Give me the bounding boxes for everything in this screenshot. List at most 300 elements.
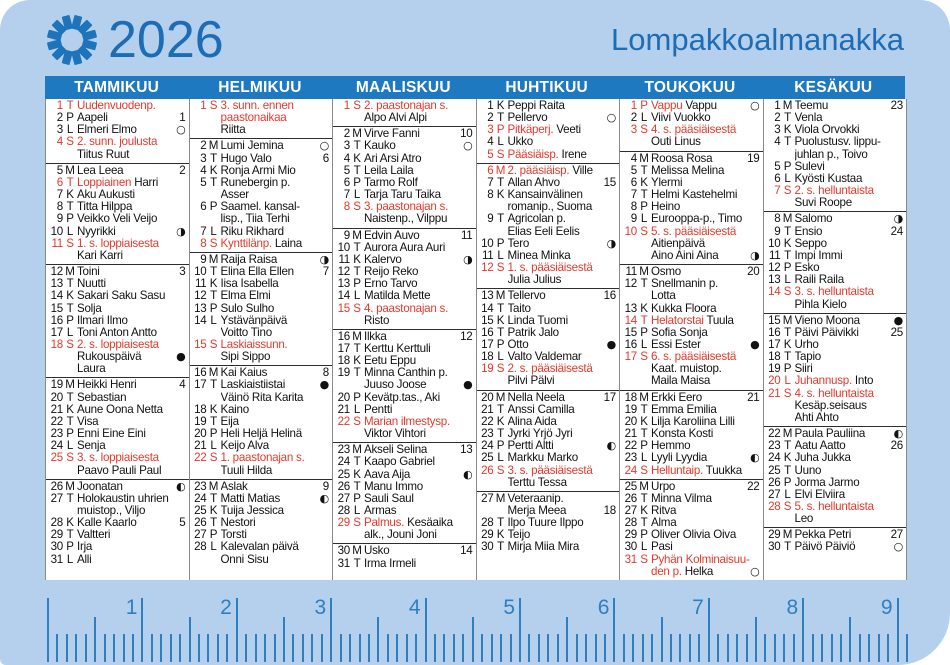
name-day-names: Kerttu Kerttuli	[364, 342, 431, 355]
weekday-letter: S	[66, 451, 74, 465]
day-number: 14	[481, 301, 494, 315]
ruler-tick	[434, 634, 436, 662]
day-number: 2	[630, 111, 637, 125]
day-row	[333, 379, 476, 391]
day-names	[651, 363, 763, 375]
ruler-tick	[255, 634, 257, 662]
day-number: 24	[50, 439, 63, 453]
weekday-letter: T	[640, 402, 648, 416]
day-row	[46, 213, 189, 225]
name-day-names: Julia Julius	[507, 274, 562, 287]
holiday-name: 4. s. helluntaista	[794, 387, 874, 400]
ruler-tick	[566, 617, 568, 662]
name-day-names: Ystävänpäivä	[220, 314, 288, 327]
name-day-names: Uuno	[794, 464, 822, 477]
name-day-names: Pasi	[651, 541, 673, 554]
name-day-names: Ylermi	[651, 176, 683, 189]
day-number: 3	[487, 123, 494, 137]
name-day-names: Holokaustin uhrien	[77, 492, 169, 505]
ruler-tick	[349, 634, 351, 662]
weekday-letter: T	[497, 427, 504, 441]
day-number: 22	[768, 427, 781, 441]
name-day-names: Taito	[507, 302, 531, 315]
day-number: 15	[481, 313, 494, 327]
day-number: 3	[343, 139, 350, 153]
day-row	[190, 226, 333, 238]
weekday-letter: T	[210, 516, 217, 530]
day-names	[795, 388, 907, 400]
name-day-names: Kesäp.seisaus	[794, 399, 867, 412]
day-number: 30	[337, 544, 350, 558]
ruler-label: 5	[503, 596, 515, 619]
day-names	[77, 363, 189, 375]
week-number: 13	[460, 443, 473, 457]
name-day-names: Heli Heljä Helinä	[220, 428, 302, 441]
day-row	[46, 290, 189, 302]
name-day-names: Viktor Vihtori	[364, 428, 426, 441]
week-block	[764, 527, 907, 555]
name-day-names: Terttu Tessa	[507, 476, 567, 489]
day-number: 15	[194, 337, 207, 351]
day-names	[221, 379, 320, 391]
day-row	[190, 465, 333, 477]
day-number: 21	[50, 402, 63, 416]
day-names	[651, 165, 763, 177]
day-names	[651, 290, 763, 302]
name-day-names: Anssi Camilla	[507, 403, 575, 416]
day-names	[77, 493, 189, 505]
name-day-names: Alina Aida	[507, 415, 557, 428]
weekday-letter: T	[353, 479, 361, 493]
moon-phase-new-icon: ●	[319, 378, 329, 392]
day-names	[77, 136, 189, 148]
week-number: 23	[890, 99, 903, 112]
weekday-letter: M	[639, 265, 649, 279]
ruler-tick	[547, 634, 549, 662]
ruler-tick	[330, 598, 332, 662]
name-day-names: Virve Fanni	[364, 128, 420, 141]
day-names	[364, 165, 476, 177]
weekday-letter: T	[66, 414, 74, 428]
day-number: 4	[774, 135, 781, 149]
weekday-letter: L	[640, 451, 648, 465]
holiday-name: paastonaikaa	[220, 112, 287, 125]
name-day-names: Hemmo	[651, 440, 691, 453]
holiday-name: 2. s. pääsiäisestä	[507, 363, 593, 376]
day-number: 2	[774, 111, 781, 125]
name-day-names: Kaino	[220, 403, 249, 416]
week-block	[190, 252, 333, 365]
ruler-tick	[670, 634, 672, 662]
weekday-letter: S	[209, 337, 218, 351]
day-row	[477, 262, 620, 274]
day-number: 28	[50, 516, 63, 530]
ruler-tick	[123, 634, 125, 662]
day-number: 21	[481, 402, 494, 416]
week-block	[333, 126, 476, 227]
name-day-names: Riku Rikhard	[220, 225, 284, 238]
day-names	[651, 278, 763, 290]
weekday-letter: P	[353, 491, 361, 505]
week-block	[477, 390, 620, 491]
day-number: 1	[56, 99, 63, 112]
day-names	[364, 278, 476, 290]
weekday-letter: P	[640, 200, 648, 214]
day-number: 28	[624, 516, 637, 530]
day-names	[508, 505, 604, 517]
name-day-names: Essi Ester	[651, 338, 701, 351]
sunburst-logo-icon	[46, 14, 98, 66]
weekday-letter: T	[640, 313, 648, 327]
day-names	[508, 165, 620, 177]
day-number: 17	[337, 341, 350, 355]
ruler-tick	[500, 634, 502, 662]
day-number: 23	[50, 427, 63, 441]
ruler-tick	[623, 634, 625, 662]
ruler-tick	[236, 598, 238, 662]
name-day-names: Viivi Vuokko	[651, 112, 711, 125]
day-names	[77, 100, 189, 112]
weekday-letter: T	[497, 540, 504, 554]
name-day-names: Matilda Mette	[364, 290, 431, 303]
weekday-letter: S	[209, 451, 218, 465]
day-number: 18	[481, 350, 494, 364]
weekday-letter: S	[783, 285, 792, 299]
day-names	[795, 149, 907, 161]
week-block	[46, 163, 189, 264]
day-row	[764, 136, 907, 148]
name-day-names: Ilmari Ilmo	[77, 314, 128, 327]
name-day-names: Tiitus Ruut	[77, 148, 130, 161]
day-number: 16	[481, 325, 494, 339]
weekday-letter: M	[65, 163, 75, 177]
day-row	[764, 452, 907, 464]
ruler-tick	[868, 634, 870, 662]
name-day-names: Onni Sisu	[220, 553, 269, 566]
weekday-letter: S	[353, 516, 361, 530]
week-block	[46, 99, 189, 163]
weekday-letter: T	[784, 540, 791, 554]
weekday-letter: S	[209, 99, 218, 112]
name-day-names: Seppo	[794, 237, 827, 250]
holiday-name: 5. s. pääsiäisestä	[651, 225, 737, 238]
day-number: 7	[487, 175, 494, 189]
holiday-name: 3. s. pääsiäisestä	[507, 464, 593, 477]
day-number: 13	[481, 289, 494, 303]
weekday-letter: P	[209, 528, 218, 542]
day-number: 28	[768, 500, 781, 513]
day-names	[221, 213, 333, 225]
day-names	[508, 529, 620, 541]
weekday-letter: K	[66, 402, 74, 416]
name-day-names: Into	[854, 375, 874, 388]
day-names	[651, 465, 763, 477]
ruler-tick	[595, 634, 597, 662]
day-names	[364, 242, 476, 254]
name-day-names: Helka	[684, 565, 714, 578]
day-names	[795, 501, 907, 513]
day-names	[77, 250, 189, 262]
day-row	[620, 375, 763, 387]
name-day-names: Veikko Veli Veijo	[77, 213, 158, 226]
day-names	[795, 440, 891, 452]
weekday-letter: K	[783, 236, 792, 250]
day-number: 27	[624, 504, 637, 517]
weekday-letter: P	[640, 99, 648, 112]
weekday-letter: L	[353, 188, 361, 202]
day-number: 23	[194, 479, 207, 493]
weekday-letter: L	[210, 540, 217, 554]
day-names	[651, 428, 763, 440]
day-number: 1	[200, 99, 207, 112]
day-row	[477, 541, 620, 553]
day-number: 12	[337, 265, 350, 279]
name-day-names: Tarja Taru Taika	[364, 189, 441, 202]
day-names	[77, 440, 189, 452]
ruler-tick	[783, 634, 785, 662]
day-number: 5	[487, 147, 494, 161]
day-row	[46, 339, 189, 351]
day-names	[651, 554, 763, 566]
day-names	[77, 351, 176, 363]
day-row	[620, 290, 763, 302]
day-number: 25	[194, 504, 207, 517]
day-number: 19	[194, 414, 207, 428]
day-row	[333, 428, 476, 440]
weekday-letter: K	[353, 467, 361, 481]
day-names	[795, 412, 907, 424]
moon-phase-full-icon: ○	[750, 99, 760, 112]
day-names	[77, 238, 189, 250]
name-day-names: lisp., Tiia Terhi	[220, 213, 290, 226]
weekday-letter: M	[352, 127, 362, 141]
day-number: 5	[343, 163, 350, 177]
day-number: 1	[630, 99, 637, 112]
name-day-names: Tellervo	[507, 290, 546, 303]
day-row	[477, 315, 620, 327]
week-block	[333, 543, 476, 571]
name-day-names: Kesäaika	[407, 517, 453, 530]
day-names	[795, 250, 907, 262]
day-names	[651, 493, 763, 505]
ruler-tick	[906, 634, 908, 662]
day-names	[364, 177, 476, 189]
day-number: 7	[630, 188, 637, 202]
day-number: 15	[337, 301, 350, 315]
day-row	[333, 545, 476, 557]
day-names	[508, 112, 607, 124]
name-day-names: Peppi Raita	[507, 100, 565, 112]
day-number: 11	[768, 248, 781, 262]
day-number: 22	[194, 451, 207, 465]
moon-phase-last-icon: ◑	[606, 236, 616, 250]
name-day-names: Kalervo	[364, 253, 402, 266]
weekday-letter: M	[352, 544, 362, 558]
holiday-name: 2. sunn. joulusta	[77, 136, 158, 149]
name-day-names: Solja	[77, 302, 102, 315]
name-day-names: Senja	[77, 440, 106, 453]
weekday-letter: P	[783, 159, 792, 173]
name-day-names: Markku Marko	[507, 452, 578, 465]
holiday-name: Laskiaissunn.	[220, 338, 288, 351]
weekday-letter: S	[640, 224, 648, 238]
day-number: 3	[56, 123, 63, 137]
day-names	[651, 100, 750, 112]
day-number: 14	[50, 289, 63, 303]
day-names	[364, 469, 463, 481]
day-row	[46, 250, 189, 262]
day-number: 30	[768, 540, 781, 554]
weekday-letter: T	[497, 402, 504, 416]
ruler-label: 9	[880, 596, 893, 619]
day-number: 10	[50, 224, 63, 238]
name-day-names: Kaat. muistop.	[651, 363, 722, 376]
day-names	[364, 416, 476, 428]
weekday-letter: K	[783, 451, 792, 465]
day-row	[333, 290, 476, 302]
day-names	[651, 238, 763, 250]
holiday-name: 2. paastonajan s.	[364, 100, 449, 112]
holiday-name: Pyhän Kolminaisuu-	[651, 553, 750, 566]
day-names	[795, 226, 891, 238]
week-block	[190, 479, 333, 568]
day-number: 13	[768, 273, 781, 287]
name-day-names: Tapio	[794, 351, 821, 364]
day-number: 1	[343, 99, 350, 112]
ruler-tick	[453, 634, 455, 662]
day-number: 18	[337, 354, 350, 368]
ruler-tick	[613, 598, 615, 662]
moon-phase-new-icon: ●	[463, 378, 473, 392]
day-names	[508, 541, 620, 553]
day-names	[364, 404, 476, 416]
name-day-names: Lumi Jemina	[220, 140, 284, 153]
day-number: 17	[768, 337, 781, 351]
day-names	[221, 177, 333, 189]
holiday-name: 3. sunn. ennen	[220, 100, 294, 112]
weekday-letter: K	[209, 277, 218, 291]
day-number: 6	[343, 175, 350, 189]
moon-phase-last-icon: ◑	[893, 212, 903, 226]
weekday-letter: K	[783, 337, 792, 351]
day-number: 8	[630, 200, 637, 214]
weekday-letter: T	[784, 350, 791, 364]
name-day-names: Päivi Päivikki	[794, 326, 859, 339]
name-day-names: Raili Raila	[794, 274, 844, 287]
day-names	[77, 541, 189, 553]
ruler-tick	[311, 634, 313, 662]
day-row	[46, 149, 189, 161]
day-number: 17	[624, 350, 637, 364]
ruler-tick	[189, 617, 191, 662]
name-day-names: Alpo Alvi Alpi	[364, 112, 427, 125]
ruler-tick	[56, 634, 58, 662]
name-day-names: Elvi Elviira	[794, 488, 845, 501]
name-day-names: Nuutti	[77, 278, 106, 291]
day-names	[221, 554, 333, 566]
name-day-names: Naistenp., Vilppu	[364, 213, 448, 226]
day-names	[795, 339, 907, 351]
day-row	[620, 452, 763, 464]
day-names	[77, 416, 189, 428]
day-number: 19	[481, 362, 494, 376]
week-block	[764, 426, 907, 527]
day-number: 4	[630, 151, 637, 165]
day-number: 11	[194, 277, 207, 291]
day-names	[221, 367, 323, 379]
name-day-names: Matti Matias	[220, 492, 280, 505]
ruler-tick	[727, 634, 729, 662]
weekday-letter: T	[497, 212, 504, 226]
name-day-names: alk., Jouni Joni	[364, 529, 437, 542]
day-names	[364, 266, 476, 278]
day-row	[477, 226, 620, 238]
day-names	[364, 112, 476, 124]
holiday-name: 1. s. pääsiäisestä	[507, 262, 593, 275]
day-row	[46, 363, 189, 375]
name-day-names: Lea Leea	[77, 164, 124, 177]
name-day-names: Alma	[651, 517, 677, 530]
name-day-names: Teemu	[794, 100, 829, 112]
name-day-names: Sulevi	[794, 160, 825, 173]
name-day-names: Teijo	[507, 529, 531, 542]
name-day-names: Laura	[77, 363, 106, 376]
weekday-letter: T	[497, 516, 504, 530]
ruler-tick	[132, 634, 134, 662]
day-names	[77, 339, 189, 351]
weekday-letter: S	[496, 362, 505, 376]
weekday-letter: T	[640, 188, 648, 202]
weekday-letter: S	[640, 463, 648, 477]
day-row	[764, 412, 907, 424]
name-day-names: Paavo Pauli Paul	[77, 464, 162, 477]
ruler-tick	[698, 634, 700, 662]
ruler-tick	[491, 634, 493, 662]
day-row	[333, 416, 476, 428]
day-number: 1	[487, 99, 494, 112]
moon-phase-full-icon: ○	[463, 139, 473, 153]
name-day-names: Erkki Eero	[651, 391, 702, 404]
weekday-letter: T	[210, 175, 217, 189]
name-day-names: Päivö Päiviö	[794, 541, 856, 554]
day-names	[77, 213, 189, 225]
week-number: 15	[603, 175, 616, 189]
ruler-tick	[585, 634, 587, 662]
weekday-letter: M	[208, 479, 219, 493]
day-number: 12	[481, 261, 494, 275]
weekday-letter: L	[784, 171, 791, 185]
weekday-letter: T	[210, 151, 217, 165]
weekday-letter: S	[353, 301, 361, 315]
day-number: 31	[50, 552, 63, 566]
day-names	[364, 355, 476, 367]
name-day-names: Laina	[274, 237, 302, 250]
day-row	[190, 392, 333, 404]
day-row	[764, 286, 907, 298]
day-names	[795, 477, 907, 489]
day-names	[77, 189, 189, 201]
day-row	[333, 230, 476, 242]
holiday-name: 2. pääsiäisp.	[507, 164, 573, 177]
day-row	[190, 153, 333, 165]
day-row	[764, 388, 907, 400]
weekday-letter: T	[353, 556, 361, 570]
weekday-letter: P	[783, 261, 792, 275]
name-day-names: Eija	[220, 415, 239, 428]
day-names	[364, 444, 460, 456]
weekday-letter: M	[782, 99, 793, 112]
name-day-names: Aku Aukusti	[77, 189, 135, 202]
